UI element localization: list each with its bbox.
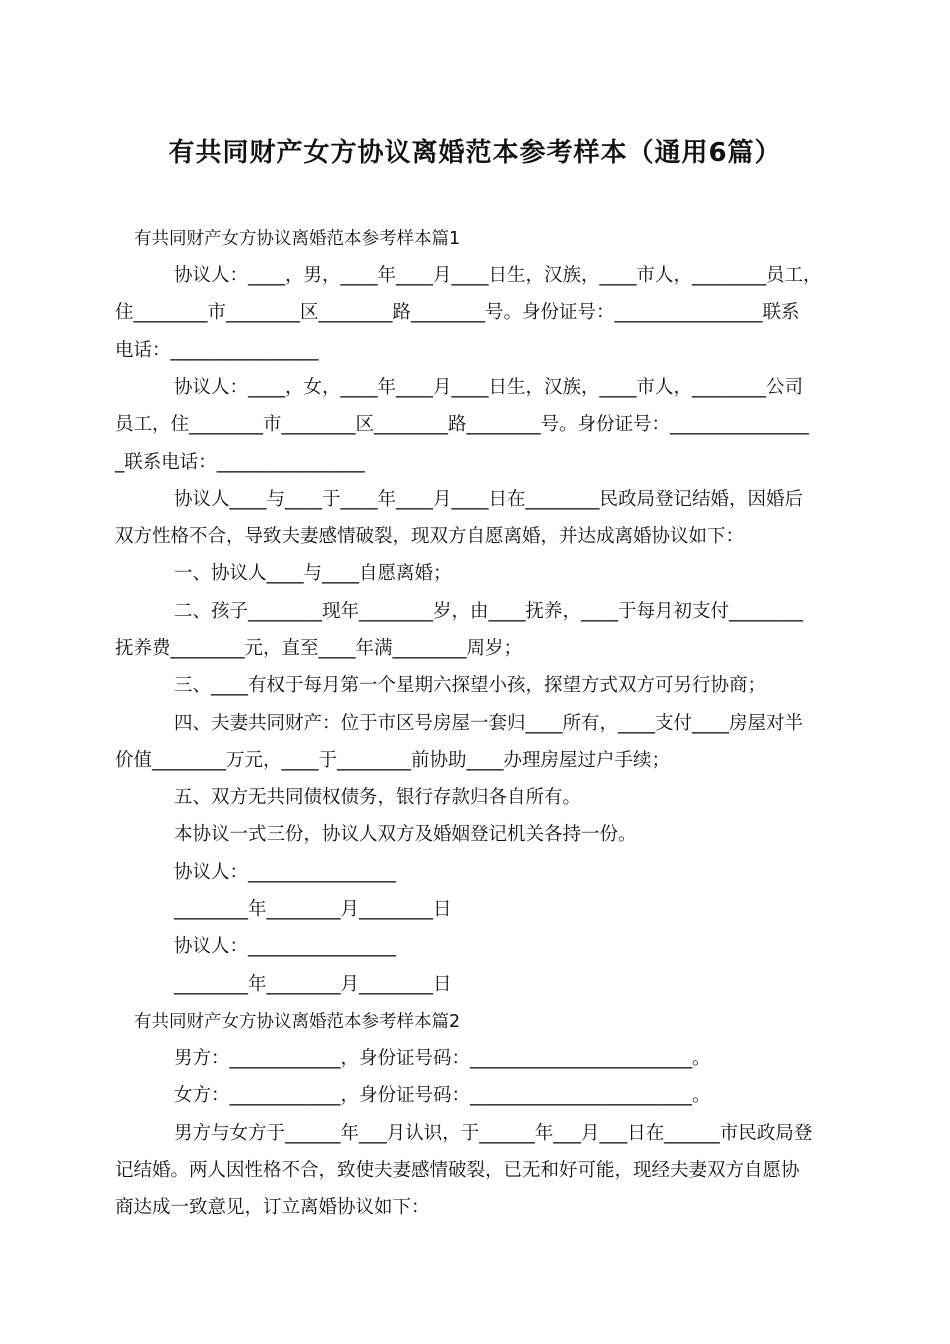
paragraph-line: 抚养费________元，直至____年满________周岁； — [115, 638, 523, 659]
paragraph-line: 双方性格不合，导致夫妻感情破裂，现双方自愿离婚，并达成离婚协议如下： — [115, 526, 745, 547]
signature-line: 协议人：________________ — [174, 936, 397, 957]
clause-item: 二、孩子________现年________岁，由____抚养，____于每月初支付________ — [174, 601, 804, 622]
party-line: 男方：____________，身份证号码：________________________。 — [174, 1048, 711, 1069]
section-heading-2: 有共同财产女方协议离婚范本参考样本篇2 — [134, 1012, 461, 1032]
party-line: 女方：____________，身份证号码：________________________。 — [174, 1085, 711, 1106]
document-title: 有共同财产女方协议离婚范本参考样本（通用6篇） — [168, 138, 782, 168]
paragraph-line: 协议人____与____于____年____月____日在________民政局登记结婚，因婚后 — [174, 489, 804, 510]
paragraph-line: 记结婚。两人因性格不合，致使夫妻感情破裂，已无和好可能，现经夫妻双方自愿协 — [115, 1160, 800, 1181]
paragraph-line: _联系电话：________________ — [115, 452, 365, 473]
paragraph-line: 协议人：____，女，____年____月____日生，汉族，____市人，________公司 — [174, 377, 804, 398]
paragraph-line: 员工，住________市________区________路________号。身份证号：_______________ — [115, 414, 809, 435]
paragraph-line: 商达成一致意见，订立离婚协议如下： — [115, 1197, 430, 1218]
section-heading-1: 有共同财产女方协议离婚范本参考样本篇1 — [134, 229, 461, 249]
paragraph-line: 住________市________区________路________号。身份证号：________________联系 — [115, 302, 800, 323]
paragraph-line: 本协议一式三份，协议人双方及婚姻登记机关各持一份。 — [174, 824, 637, 845]
signature-line: 协议人：________________ — [174, 862, 397, 883]
clause-item: 五、双方无共同债权债务，银行存款归各自所有。 — [174, 787, 582, 808]
paragraph-line: 价值________万元，____于________前协助____办理房屋过户手续； — [115, 750, 671, 771]
paragraph-line: 电话：________________ — [115, 340, 319, 361]
clause-item: 一、协议人____与____自愿离婚； — [174, 563, 452, 584]
paragraph-line: 男方与女方于______年___月认识，于______年___月___日在______市民政局登 — [174, 1123, 813, 1144]
clause-item: 四、夫妻共同财产：位于市区号房屋一套归____所有，____支付____房屋对半 — [174, 713, 804, 734]
clause-item: 三、____有权于每月第一个星期六探望小孩，探望方式双方可另行协商； — [174, 675, 767, 696]
date-line: ________年________月________日 — [174, 974, 452, 995]
paragraph-line: 协议人：____，男，____年____月____日生，汉族，____市人，________员工， — [174, 265, 822, 286]
date-line: ________年________月________日 — [174, 899, 452, 920]
